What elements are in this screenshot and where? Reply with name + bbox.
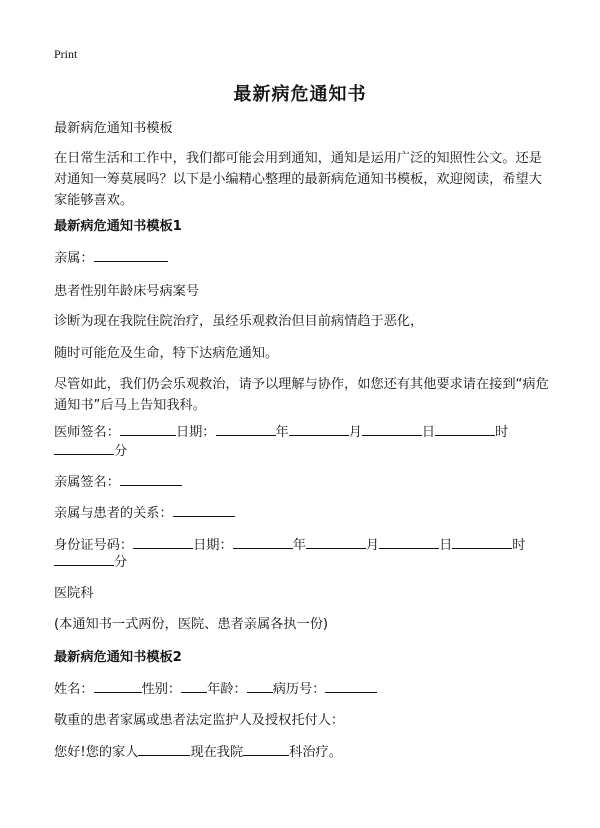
gender-label: 性别： <box>141 682 182 697</box>
year-label: 年 <box>275 425 289 440</box>
print-link[interactable]: Print <box>54 47 78 61</box>
age-label: 年龄： <box>207 682 247 697</box>
id-date-blank <box>233 535 293 549</box>
greeting-part-c: 科治疗。 <box>289 745 342 760</box>
relationship-blank <box>173 503 235 517</box>
greeting-line <box>54 742 342 763</box>
relationship-label: 亲属与患者的关系： <box>54 506 173 521</box>
id-month-blank <box>379 535 439 549</box>
day-label: 日 <box>421 425 436 440</box>
addressee-line: 敬重的患者家属或患者法定监护人及授权托付人： <box>54 713 345 728</box>
patient-fields-line <box>54 679 377 700</box>
age-blank <box>247 679 273 693</box>
date-blank <box>216 422 276 436</box>
year-blank <box>289 422 349 436</box>
relationship-line <box>54 503 235 524</box>
doctor-signature-label: 医师签名： <box>54 425 120 440</box>
greeting-part-b: 现在我院 <box>190 745 244 760</box>
danger-line: 随时可能危及生命，特下达病危通知。 <box>54 346 279 361</box>
request-paragraph: 尽管如此，我们仍会乐观救治，请予以理解与协作，如您还有其他要求请在接到“病危通知书”后马上告知我科。 <box>54 377 549 413</box>
id-minute-label: 分 <box>114 555 128 570</box>
relative-blank <box>94 248 168 262</box>
id-day-label: 日 <box>439 538 453 553</box>
month-label: 月 <box>348 425 362 440</box>
id-hour-label: 时 <box>512 538 526 553</box>
id-hour-blank <box>54 552 114 566</box>
name-blank <box>94 679 142 693</box>
department-blank <box>243 742 289 756</box>
id-day-blank <box>452 535 512 549</box>
id-year-blank <box>306 535 366 549</box>
doctor-signature-line-cont <box>54 441 127 462</box>
id-month-label: 月 <box>365 538 380 553</box>
gender-blank <box>181 679 207 693</box>
copies-note-line: (本通知书一式两份，医院、患者亲属各执一份) <box>54 617 329 632</box>
doctor-signature-line <box>54 422 508 443</box>
template2-heading: 最新病危通知书模板2 <box>54 650 182 665</box>
template1-heading: 最新病危通知书模板1 <box>54 219 182 234</box>
month-blank <box>362 422 422 436</box>
relative-signature-line <box>54 472 182 493</box>
record-no-label: 病历号： <box>272 682 326 697</box>
relative-label: 亲属： <box>54 251 94 266</box>
record-no-blank <box>325 679 377 693</box>
relative-line <box>54 248 168 269</box>
hour-blank <box>54 441 114 455</box>
greeting-part-a: 您好!您的家人 <box>54 745 139 760</box>
id-year-label: 年 <box>292 538 306 553</box>
doctor-signature-blank <box>120 422 176 436</box>
date-label: 日期： <box>175 425 216 440</box>
minute-label: 分 <box>114 444 128 459</box>
hospital-dept-line: 医院科 <box>54 586 94 601</box>
id-number-label: 身份证号码： <box>54 538 134 553</box>
document-title: 最新病危通知书 <box>233 84 367 105</box>
name-label: 姓名： <box>54 682 94 697</box>
hour-label: 时 <box>495 425 509 440</box>
relative-signature-blank <box>120 472 182 486</box>
id-number-blank <box>133 535 193 549</box>
patient-info-line: 患者性别年龄床号病案号 <box>54 284 200 299</box>
document-subtitle: 最新病危通知书模板 <box>54 121 173 136</box>
day-blank <box>435 422 495 436</box>
intro-paragraph: 在日常生活和工作中，我们都可能会用到通知，通知是运用广泛的知照性公文。还是对通知一筹莫展吗？以下是小编精心整理的最新病危通知书模板，欢迎阅读，希望大家能够喜欢。 <box>54 151 542 208</box>
id-date-label: 日期： <box>193 538 233 553</box>
family-member-blank <box>138 742 190 756</box>
id-number-line-cont <box>54 552 127 573</box>
relative-signature-label: 亲属签名： <box>54 475 120 490</box>
diagnosis-line: 诊断为现在我院住院治疗，虽经乐观救治但目前病情趋于恶化， <box>54 314 424 329</box>
